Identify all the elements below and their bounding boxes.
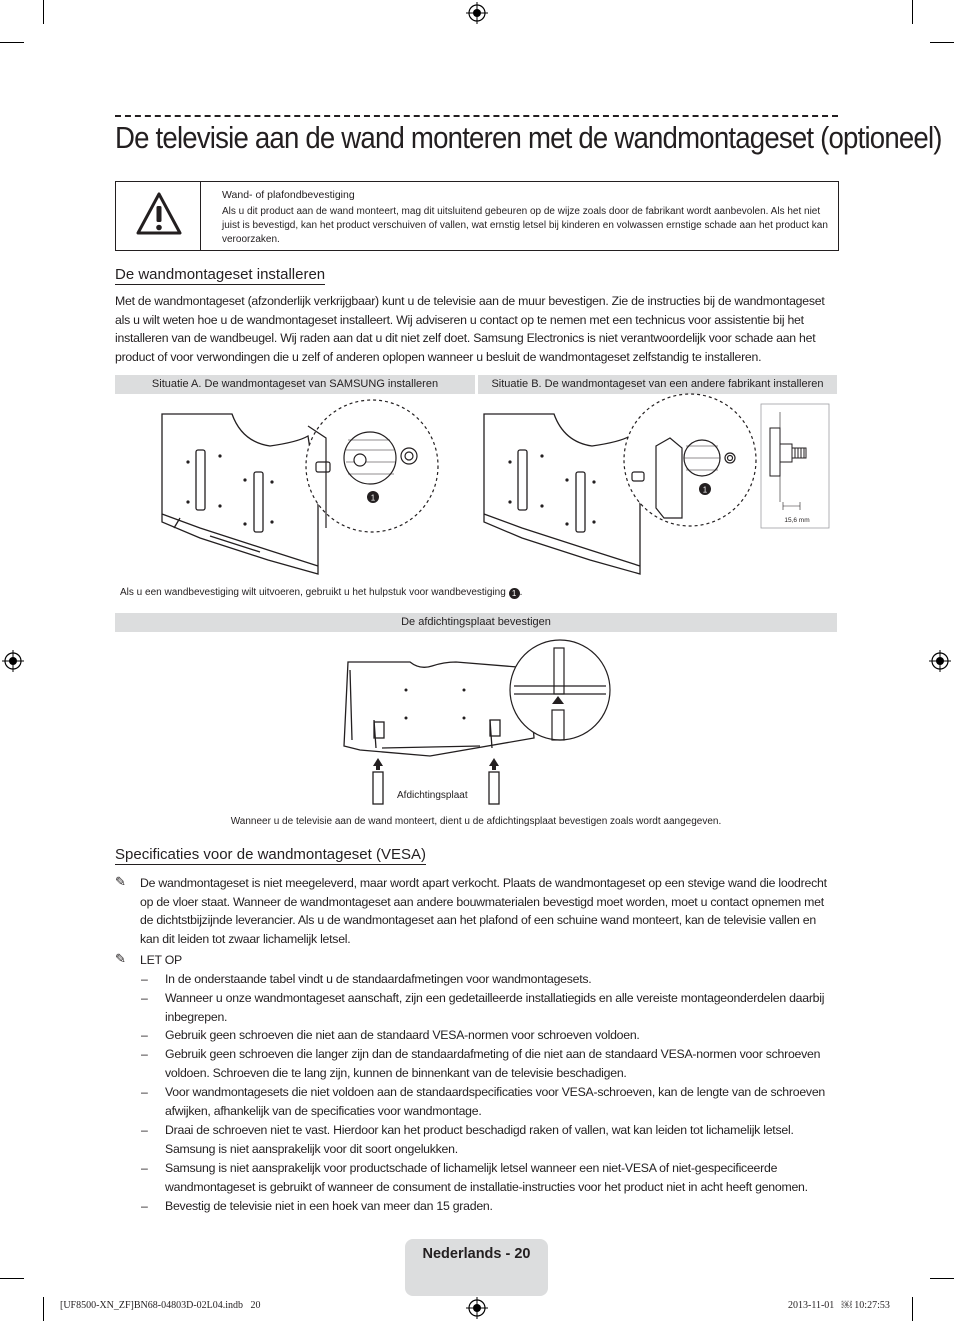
crop-mark bbox=[930, 1278, 954, 1279]
sealing-plate-caption: Wanneer u de televisie aan de wand monteert, dient u de afdichtingsplaat bevestigen zoals wordt aangegeven. bbox=[230, 816, 722, 827]
list-item: – Gebruik geen schroeven die langer zijn dan de standaardafmeting of die niet aan de standaard VESA-normen voor schroeven voldoen. Schroeven die te lang zijn, kunnen de binnenkant van de televisie beschadigen. bbox=[115, 1045, 837, 1083]
footer-file-info: [UF8500-XN_ZF]BN68-04803D-02L04.indb 20 bbox=[60, 1300, 261, 1311]
caption-text: Als u een wandbevestiging wilt uitvoeren, gebruikt u het hulpstuk voor wandbevestiging bbox=[120, 587, 506, 598]
svg-text:1: 1 bbox=[370, 493, 376, 503]
note-2 bbox=[115, 951, 837, 1215]
page-label: Nederlands - 20 bbox=[422, 1246, 531, 1262]
registration-mark-icon bbox=[2, 650, 24, 672]
situation-a-bar: Situatie A. De wandmontageset van SAMSUNG installeren bbox=[115, 375, 475, 394]
crop-mark bbox=[43, 0, 44, 24]
warning-text: Als u dit product aan de wand monteert, mag dit uitsluitend gebeuren op de wijze zoals door de fabrikant wordt aanbevolen. Als het niet juist is bevestigd, kan het product verschuiven of vallen, wat ernstig letsel bij kinderen en volwassen ernstige schade aan het product kan veroorzaken. bbox=[222, 206, 828, 245]
sealing-plate-label: Afdichtingsplaat bbox=[397, 790, 468, 801]
crop-mark bbox=[43, 1297, 44, 1321]
warning-icon-cell bbox=[116, 182, 201, 250]
list-item: – Draai de schroeven niet te vast. Hierdoor kan het product beschadigd raken of vallen, wat kan leiden tot lichamelijk letsel. Samsung is niet aansprakelijk voor dit soort ongelukken. bbox=[115, 1121, 837, 1159]
samsung-wall-mount-illustration bbox=[150, 398, 480, 580]
section-heading-install: De wandmontageset installeren bbox=[115, 266, 326, 283]
caption-suffix: . bbox=[519, 587, 523, 598]
registration-mark-icon bbox=[929, 650, 951, 672]
list-item: – Wanneer u onze wandmontageset aanschaft, zijn een gedetailleerde installatiegids en alle vereiste montageonderdelen daarbij inbegrepen. bbox=[115, 989, 837, 1027]
crop-mark bbox=[0, 1278, 24, 1279]
list-item: – Bevestig de televisie niet in een hoek van meer dan 15 graden. bbox=[115, 1197, 837, 1216]
list-item: – Gebruik geen schroeven die niet aan de standaard VESA-normen voor schroeven voldoen. bbox=[115, 1026, 837, 1045]
crop-mark bbox=[0, 42, 24, 43]
warning-triangle-icon bbox=[136, 191, 182, 237]
section-heading-vesa: Specificaties voor de wandmontageset (VESA) bbox=[115, 846, 426, 863]
page-title: De televisie aan de wand monteren met de wandmontageset (optioneel) bbox=[115, 120, 942, 155]
sealing-plate-illustration bbox=[340, 640, 615, 810]
list-item: – In de onderstaande tabel vindt u de standaardafmetingen voor wandmontagesets. bbox=[115, 970, 837, 989]
callout-1-icon: 1 bbox=[509, 588, 520, 599]
sealing-plate-bar: De afdichtingsplaat bevestigen bbox=[115, 613, 837, 632]
footer-timestamp: 2013-11-01 ￼ 10:27:53 bbox=[788, 1300, 890, 1311]
crop-mark bbox=[912, 0, 913, 24]
pencil-note-icon: ✎ bbox=[115, 951, 126, 966]
wall-mount-caption bbox=[120, 587, 522, 599]
warning-title: Wand- of plafondbevestiging bbox=[222, 189, 355, 201]
note-1-text: De wandmontageset is niet meegeleverd, maar wordt apart verkocht. Plaats de wandmontageset op een stevige wand die loodrecht op de vloer staat. Wanneer de wandmontageset aan andere bouwmaterialen bevestigd moet worden, moet u contact opnemen met de dichtstbijzijnde leverancier. Als u de wandmontageset aan het plafond of een schuine wand monteert, kan de televisie vallen en kan dit leiden tot zwaar lichamelijk letsel. bbox=[140, 876, 827, 947]
registration-mark-icon bbox=[466, 1297, 488, 1319]
registration-mark-icon bbox=[466, 2, 488, 24]
caution-list bbox=[115, 970, 837, 1216]
list-item: – Samsung is niet aansprakelijk voor productschade of lichamelijk letsel wanneer een niet-VESA of niet-gespecificeerde wandmontageset is gebruikt of wanneer de consument de installatie-instructies voor het product niet in acht heeft genomen. bbox=[115, 1159, 837, 1197]
pencil-note-icon: ✎ bbox=[115, 874, 126, 889]
list-item: – Voor wandmontagesets die niet voldoen aan de standaardspecificaties voor VESA-schroeven, kan de lengte van de schroeven afwijken, afhankelijk van de specificaties voor wandmontage. bbox=[115, 1083, 837, 1121]
title-rule bbox=[115, 115, 838, 117]
install-paragraph: Met de wandmontageset (afzonderlijk verkrijgbaar) kunt u de televisie aan de muur bevestigen. Zie de instructies bij de wandmontageset als u wilt weten hoe u de wandmontageset installeert. Wij adviseren u contact op te nemen met een technicus voor assistentie bij het installeren van de wandbeugel. Wij raden aan dat u dit niet zelf doet. Samsung Electronics is niet verantwoordelijk voor schade aan het product of voor verwondingen die u zelf of anderen oplopen wanneer u besluit de wandmontageset zelfstandig te installeren. bbox=[115, 294, 825, 365]
page-number-badge bbox=[405, 1239, 548, 1296]
note-1 bbox=[115, 874, 837, 949]
crop-mark bbox=[930, 42, 954, 43]
crop-mark bbox=[912, 1297, 913, 1321]
situation-b-bar: Situatie B. De wandmontageset van een andere fabrikant installeren bbox=[478, 375, 837, 394]
dimension-label: 15,6 mm bbox=[784, 517, 810, 524]
note-2-title: LET OP bbox=[140, 953, 183, 967]
other-brand-wall-mount-illustration bbox=[480, 398, 840, 580]
warning-box bbox=[115, 181, 839, 251]
svg-text:1: 1 bbox=[702, 485, 708, 495]
